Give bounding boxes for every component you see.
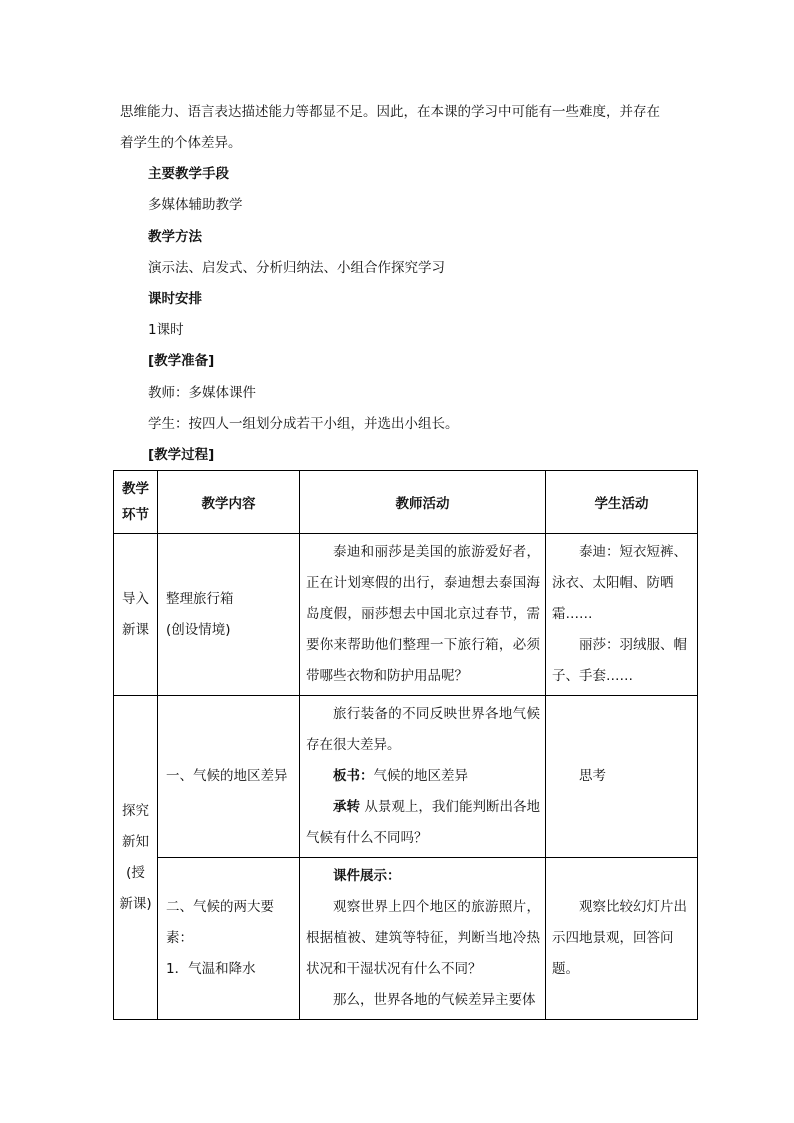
- row2-teacher-p2: [306, 761, 540, 792]
- lesson-plan-table: [113, 470, 698, 1020]
- row2-teacher: [300, 696, 546, 858]
- row2-student: [546, 696, 698, 858]
- transition-label: 承转: [333, 799, 361, 815]
- row2-stage-line3: (授: [126, 864, 145, 881]
- row2-stage: [114, 696, 158, 1020]
- row1-content-line1: 整理旅行箱: [166, 590, 234, 607]
- row1-teacher: [300, 534, 546, 696]
- header-stage: [114, 471, 158, 534]
- row3-teacher-p1: 课件展示：: [333, 868, 401, 884]
- header-content: 教学内容: [158, 471, 300, 534]
- prep-student: 学生：按四人一组划分成若干小组，并选出小组长。: [148, 416, 459, 432]
- row3-teacher: [300, 858, 546, 1020]
- row3-content: [158, 858, 300, 1020]
- intro-line-2: 着学生的个体差异。: [120, 135, 242, 151]
- table-header-row: [114, 471, 698, 534]
- row1-student-p2: 丽莎：羽绒服、帽子、手套……: [552, 637, 687, 684]
- transition-text: 从景观上，我们能判断出各地气候有什么不同吗？: [306, 799, 541, 846]
- row2-teacher-p3: [306, 792, 540, 854]
- intro-line-1: 思维能力、语言表达描述能力等都显不足。因此，在本课的学习中可能有一些难度，并存在: [120, 104, 660, 120]
- board-text: 气候的地区差异: [373, 768, 468, 784]
- row3-content-line1: 二、气候的两大要素：: [166, 899, 274, 946]
- header-student: 学生活动: [546, 471, 698, 534]
- method-heading: 教学方法: [148, 229, 202, 245]
- table-row: [114, 858, 698, 1020]
- prep-teacher: 教师：多媒体课件: [148, 385, 256, 401]
- row2-stage-line1: 探究: [122, 802, 149, 819]
- means-text: 多媒体辅助教学: [148, 197, 243, 213]
- row1-student: [546, 534, 698, 696]
- row1-student-p1: 泰迪：短衣短裤、泳衣、太阳帽、防晒霜……: [552, 544, 687, 622]
- table-row: [114, 534, 698, 696]
- row2-stage-line4: 新课): [119, 895, 152, 912]
- row3-content-line2: 1．气温和降水: [166, 961, 256, 977]
- means-heading: 主要教学手段: [148, 166, 229, 182]
- row2-teacher-p1: 旅行装备的不同反映世界各地气候存在很大差异。: [306, 706, 540, 753]
- row3-student-text: 观察比较幻灯片出示四地景观，回答问题。: [552, 899, 687, 977]
- schedule-heading: 课时安排: [148, 291, 202, 307]
- header-stage-line1: 教学: [122, 481, 149, 497]
- prep-heading: [教学准备]: [148, 353, 215, 369]
- row3-student: [546, 858, 698, 1020]
- row1-stage-line2: 新课: [122, 621, 149, 638]
- header-teacher: 教师活动: [300, 471, 546, 534]
- row2-stage-line2: 新知: [122, 833, 149, 850]
- row2-student-text: 思考: [579, 768, 606, 784]
- row2-content: [158, 696, 300, 858]
- table-row: [114, 696, 698, 858]
- row1-teacher-text: 泰迪和丽莎是美国的旅游爱好者，正在计划寒假的出行，泰迪想去泰国海岛度假，丽莎想去中国北京过春节，需要你来帮助他们整理一下旅行箱，必须带哪些衣物和防护用品呢？: [306, 544, 540, 684]
- process-heading: [教学过程]: [148, 447, 215, 463]
- row3-teacher-p3: 那么，世界各地的气候差异主要体: [333, 992, 536, 1008]
- row1-stage-line1: 导入: [122, 590, 149, 607]
- row1-stage: [114, 534, 158, 696]
- method-text: 演示法、启发式、分析归纳法、小组合作探究学习: [148, 260, 445, 276]
- header-stage-line2: 环节: [122, 507, 149, 523]
- schedule-text: 1课时: [148, 322, 184, 338]
- row1-content-line2: (创设情境): [166, 621, 231, 638]
- row2-content-text: 一、气候的地区差异: [166, 768, 288, 784]
- row1-content: [158, 534, 300, 696]
- row3-teacher-p2: 观察世界上四个地区的旅游照片，根据植被、建筑等特征，判断当地冷热状况和干湿状况有什么不同？: [306, 899, 540, 977]
- board-label: 板书：: [333, 768, 374, 784]
